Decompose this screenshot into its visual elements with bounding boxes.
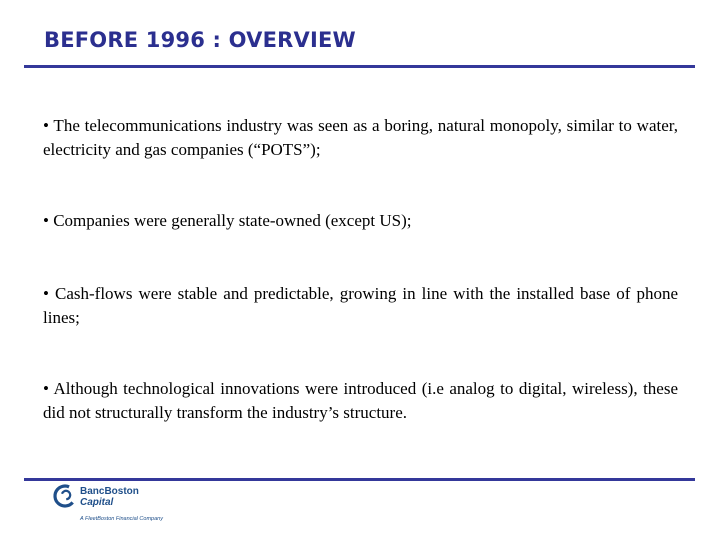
logo-subname: Capital xyxy=(80,497,114,508)
bullet-point: • Although technological innovations were introduced (i.e analog to digital, wireless), these did not structurally transform the industry’s structure. xyxy=(43,379,678,422)
bullet-point: • The telecommunications industry was seen as a boring, natural monopoly, similar to water, electricity and gas companies (“POTS”); xyxy=(43,116,678,159)
slide-title: BEFORE 1996 : OVERVIEW xyxy=(44,28,356,52)
logo-name: BancBoston xyxy=(80,486,139,497)
logo-swirl-icon xyxy=(52,483,78,509)
title-divider xyxy=(24,65,695,68)
logo-tagline: A FleetBoston Financial Company xyxy=(80,516,163,522)
footer-divider xyxy=(24,478,695,481)
company-logo xyxy=(52,483,202,529)
bullet-point: • Cash-flows were stable and predictable, growing in line with the installed base of phone lines; xyxy=(43,284,678,327)
bullet-point: • Companies were generally state-owned (except US); xyxy=(43,211,412,230)
